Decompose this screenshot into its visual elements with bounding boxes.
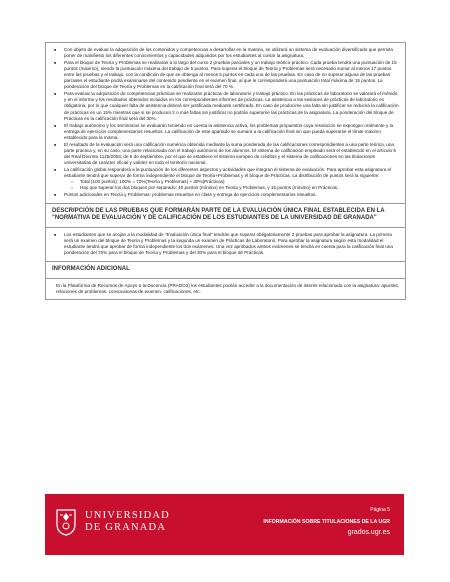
list-item [64,167,399,191]
footer-info: INFORMACIÓN SOBRE TITULACIONES DE LA UGR [263,519,390,525]
university-line1: UNIVERSIDAD [85,510,170,521]
info-text: En la Plataforma de Recursos de Apoyo a la Docencia (PRADO2) los estudiantes podrán acceder a la documentación de interés relacionada con la asignatura: apuntes, relaciones de problemas, convocatorias de examen, calificaciones, etc. [56,282,399,294]
list-item: ■ El resultado de la evaluación será una calificación numérica obtenida mediante la suma ponderada de las calificaciones correspondientes a una parte teórica, una parte práctica y, en su caso, una parte relacionada con el trabajo autónomo de los alumnos. El sistema de calificación empleado será el establecido en el artículo 5 del Real Decreto 1125/2003, de 5 de septiembre, por el que se establece el sistema europeo de créditos y el sistema de calificaciones en las titulaciones universitarias de carácter oficial y validez en todo el territorio nacional. [64,142,399,166]
list-item: ■ Los estudiantes que se acojan a la modalidad de "Evaluación única final" tendrán que superar obligatoriamente 2 pruebas para aprobar la asignatura. La primera será un examen del bloque de Teoría y Problemas y la segunda un examen de Prácticas de Laboratorio. Para aprobar la asignatura según esta modalidad el estudiante tendrá que aprobar de forma independiente los dos exámenes. Una vez aprobados ambos exámenes se tendrá en cuenta para la calificación final una ponderación del 70% para el bloque de Teoría y Problemas y del 30% para el bloque de Prácticas. [64,232,399,256]
university-crest-icon [55,508,77,536]
university-line2: DE GRANADA [85,522,167,533]
sub-list-item: ○ Total (100 puntos): 100% = 70%(Teoría y Problemas) + 30%(Prácticas) [80,179,399,185]
info-heading-section [46,262,405,279]
sub-list-item: ○ Hay que superar los dos bloques por separado: 40 puntos (mínimo) en Teoría y Problemas, y 15 puntos (mínimo) en Prácticas. [80,185,399,191]
info-body [46,279,405,299]
list-item-text: La calificación global responderá a la puntuación de los diferentes aspectos y actividades que integran el sistema de evaluación. Para aprobar esta asignatura el estudiante tendrá que superar de forma independiente el bloque de Teoría+Problemas y el bloque de Prácticas. La distribución de puntos será la siguiente: [64,166,392,178]
list-item: ■ El trabajo autónomo y los seminarios se evaluarán teniendo en cuenta la asistencia activa, los problemas propuestos cuya resolución se expongan oralmente y la entrega de ejercicios complementarios resueltos. La calificación de este apartado se sumará a la calificación final sin que pueda superarse el límite máximo establecido para la misma. [64,123,399,141]
criteria-section [46,43,405,204]
list-item: ■ Con objeto de evaluar la adquisición de los contenidos y competencias a desarrollar en la materia, se utilizará un sistema de evaluación diversificado que permita poner de manifiesto los diferentes conocimientos y capacidades adquiridos por los estudiantes al cursar la asignatura. [64,47,399,59]
list-item: ■ Puntos adicionales en Teoría y Problemas: problemas resueltos en clase y entrega de ejercicios complementarios resueltos. [64,192,399,198]
criteria-list [52,47,399,198]
list-item: ■ Para el bloque de Teoría y Problemas se realizarán a lo largo del curso 2 pruebas parciales y un trabajo teórico-práctico. Cada prueba tendrá una puntuación de 15 puntos (máximo), siendo la puntuación máxima del trabajo de 5 puntos. Para superar el bloque de Teoría y Problemas será necesario sumar al menos 17 puntos entre las pruebas y el trabajo, con la condición de que se obtenga al menos 5 puntos en cada una de las pruebas. En caso de no superar alguna de las pruebas parciales el estudiante podrá examinarse del contenido pendiente en el examen final, al que le corresponderá una puntuación total máxima de 15 puntos. La ponderación del bloque de Teoría y Problemas en la calificación final será del 70 %. [64,60,399,90]
unica-body [46,228,405,262]
unica-section [46,204,405,228]
footer-site-link[interactable]: grados.ugr.es [347,529,390,536]
university-name [85,510,170,534]
unica-heading: DESCRIPCIÓN DE LAS PRUEBAS QUE FORMARÁN PARTE DE LA EVALUACIÓN ÚNICA FINAL ESTABLECIDA EN LA "NORMATIVA DE EVALUACIÓN Y DE CALIFICACIÓN DE LOS ESTUDIANTES DE LA UNIVERSIDAD DE GRANADA" [52,207,385,222]
page-number: Página 5 [370,507,390,513]
footer-banner [45,494,404,555]
unica-list [52,232,399,256]
list-item: ■ Para evaluar la adquisición de competencias prácticas se realizarán prácticas de laboratorio y trabajo práctico. En las prácticas de laboratorio se valorará el método y en el informe y los resultados obtenidos incluidos en los correspondientes informes de prácticas. La asistencia a las sesiones de prácticas de laboratorio es obligatoria, por lo que cualquier falta de asistencia deberá ser justificada mediante certificado. En caso de producirse una falta sin justificar se reducirá la calificación de prácticas en un 15% mientras que si se producen 2 o más faltas sin justificar no podrán superarse las prácticas de la asignatura. La ponderación del bloque de Prácticas en la calificación final será del 30%. [64,91,399,121]
distribution-list [64,179,399,191]
info-heading: INFORMACIÓN ADICIONAL [52,266,130,273]
evaluation-frame [45,42,406,300]
